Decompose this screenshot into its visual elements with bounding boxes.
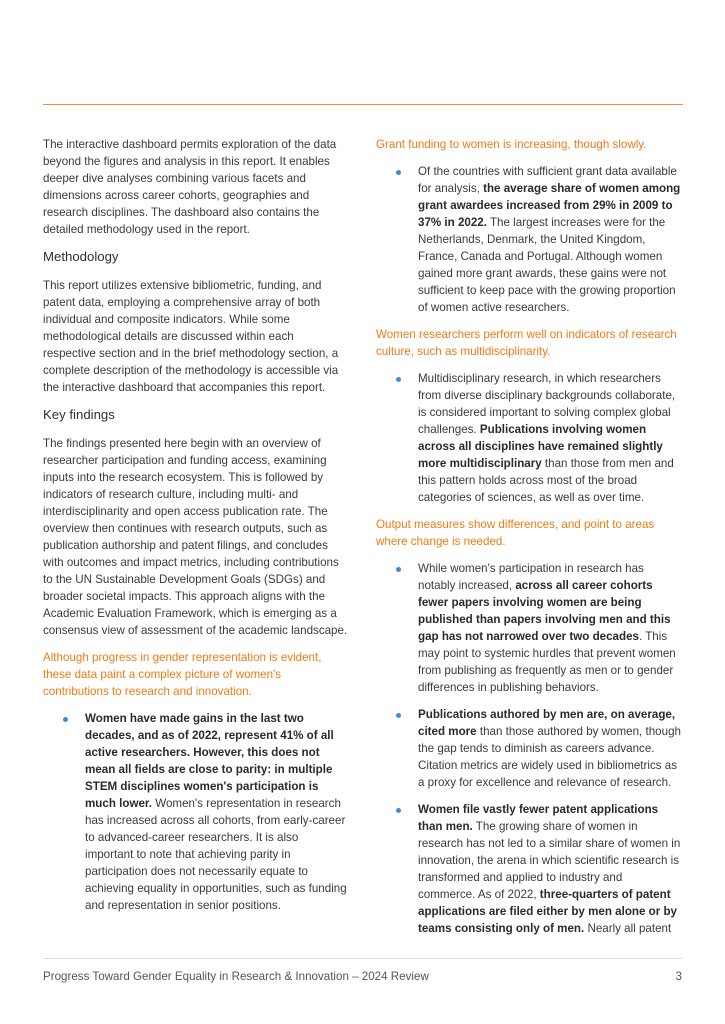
bullet-text: Of the countries with sufficient grant data available for analysis,	[418, 165, 677, 195]
bullet-icon	[396, 713, 401, 718]
bullet-bold-text: Publications involving women across all disciplines have remained slightly more multidisciplinary	[418, 423, 663, 470]
right-column	[376, 136, 681, 947]
list-item	[376, 560, 681, 696]
intro-paragraph: The interactive dashboard permits exploration of the data beyond the figures and analysis in this report. It enables deeper dive analyses combining various facets and dimensions across career cohorts, geographies and research disciplines. The dashboard also contains the detailed methodology used in the report.	[43, 138, 337, 236]
bullet-bold-text: across all career cohorts fewer papers involving women are being published than papers involving men and this gap has not narrowed over two decades	[418, 579, 671, 643]
methodology-heading: Methodology	[43, 249, 119, 264]
progress-bullet-list	[43, 710, 348, 914]
list-item	[376, 163, 681, 316]
grant-callout: Grant funding to women is increasing, though slowly.	[376, 138, 647, 151]
key-findings-heading: Key findings	[43, 407, 115, 422]
list-item	[376, 370, 681, 506]
bullet-bold-text: Women file vastly fewer patent applications than men.	[418, 803, 659, 833]
output-callout: Output measures show differences, and point to areas where change is needed.	[376, 518, 655, 548]
bullet-bold-text: three-quarters of patent applications are filed either by men alone or by teams consisting only of men.	[418, 888, 677, 935]
progress-callout: Although progress in gender representation is evident, these data paint a complex picture of women's contributions to research and innovation.	[43, 651, 322, 698]
bullet-text: than those from men and this pattern holds across most of the broad categories of sciences, as well as over time.	[418, 457, 674, 504]
list-item	[376, 706, 681, 791]
left-column	[43, 136, 348, 924]
footer-rule	[43, 958, 683, 959]
bullet-text: The growing share of women in research has not led to a similar share of women in innovation, the arena in which scientific research is transformed and applied to industry and commerce. As of 2022,	[418, 820, 681, 901]
bullet-text: Women's representation in research has increased across all cohorts, from early-career to advanced-career researchers. It is also important to note that achieving parity in participation does not necessarily equate to achieving equality in opportunities, such as funding and representation in senior positions.	[85, 797, 347, 912]
culture-callout: Women researchers perform well on indicators of research culture, such as multidisciplinarity.	[376, 328, 677, 358]
bullet-icon	[63, 717, 68, 722]
list-item	[376, 801, 681, 937]
key-findings-paragraph: The findings presented here begin with an overview of researcher participation and funding access, examining inputs into the research ecosystem. This is followed by indicators of research culture, including multi- and interdisciplinarity and open access publication rate. The overview then continues with research outputs, such as publication authorship and patent filings, and concludes with outcomes and impact metrics, including contributions to the UN Sustainable Development Goals (SDGs) and broader societal impacts. This approach aligns with the Academic Evaluation Framework, which is emerging as a consensus view of assessment of the academic landscape.	[43, 437, 348, 637]
header-rule	[43, 104, 683, 105]
bullet-icon	[396, 808, 401, 813]
bullet-text: The largest increases were for the Netherlands, Denmark, the United Kingdom, France, Canada and Portugal. Although women gained more grant awards, these gains were not sufficient to keep pace with the growing proportion of women active researchers.	[418, 216, 676, 314]
bullet-text: than those authored by women, though the gap tends to diminish as careers advance. Citation metrics are widely used in bibliometrics as a proxy for excellence and relevance of research.	[418, 725, 681, 789]
grant-bullet-list	[376, 163, 681, 316]
methodology-paragraph: This report utilizes extensive bibliometric, funding, and patent data, employing a comprehensive array of both individual and composite indicators. While some methodological details are discussed within each respective section and in the brief methodology section, a complete description of the methodology is accessible via the interactive dashboard that accompanies this report.	[43, 279, 339, 394]
bullet-bold-text: Women have made gains in the last two decades, and as of 2022, represent 41% of all active researchers. However, this does not mean all fields are close to parity: in multiple STEM disciplines women's participation is much lower.	[85, 712, 334, 810]
output-bullet-list	[376, 560, 681, 937]
bullet-bold-text: the average share of women among grant awardees increased from 29% in 2009 to 37% in 2022.	[418, 182, 681, 229]
culture-bullet-list	[376, 370, 681, 506]
bullet-icon	[396, 170, 401, 175]
bullet-text: While women's participation in research has notably increased,	[418, 562, 644, 592]
bullet-icon	[396, 377, 401, 382]
bullet-icon	[396, 567, 401, 572]
bullet-text: . This may point to systemic hurdles that prevent women from publishing as frequently as men or to gender differences in publishing behaviors.	[418, 630, 676, 694]
footer-title: Progress Toward Gender Equality in Research & Innovation – 2024 Review	[43, 970, 429, 983]
page-number: 3	[675, 970, 682, 983]
bullet-text: Nearly all patent	[584, 922, 672, 935]
bullet-text: Multidisciplinary research, in which researchers from diverse disciplinary backgrounds collaborate, is considered important to solving complex global challenges.	[418, 372, 676, 436]
bullet-bold-text: Publications authored by men are, on average, cited more	[418, 708, 676, 738]
list-item	[43, 710, 348, 914]
